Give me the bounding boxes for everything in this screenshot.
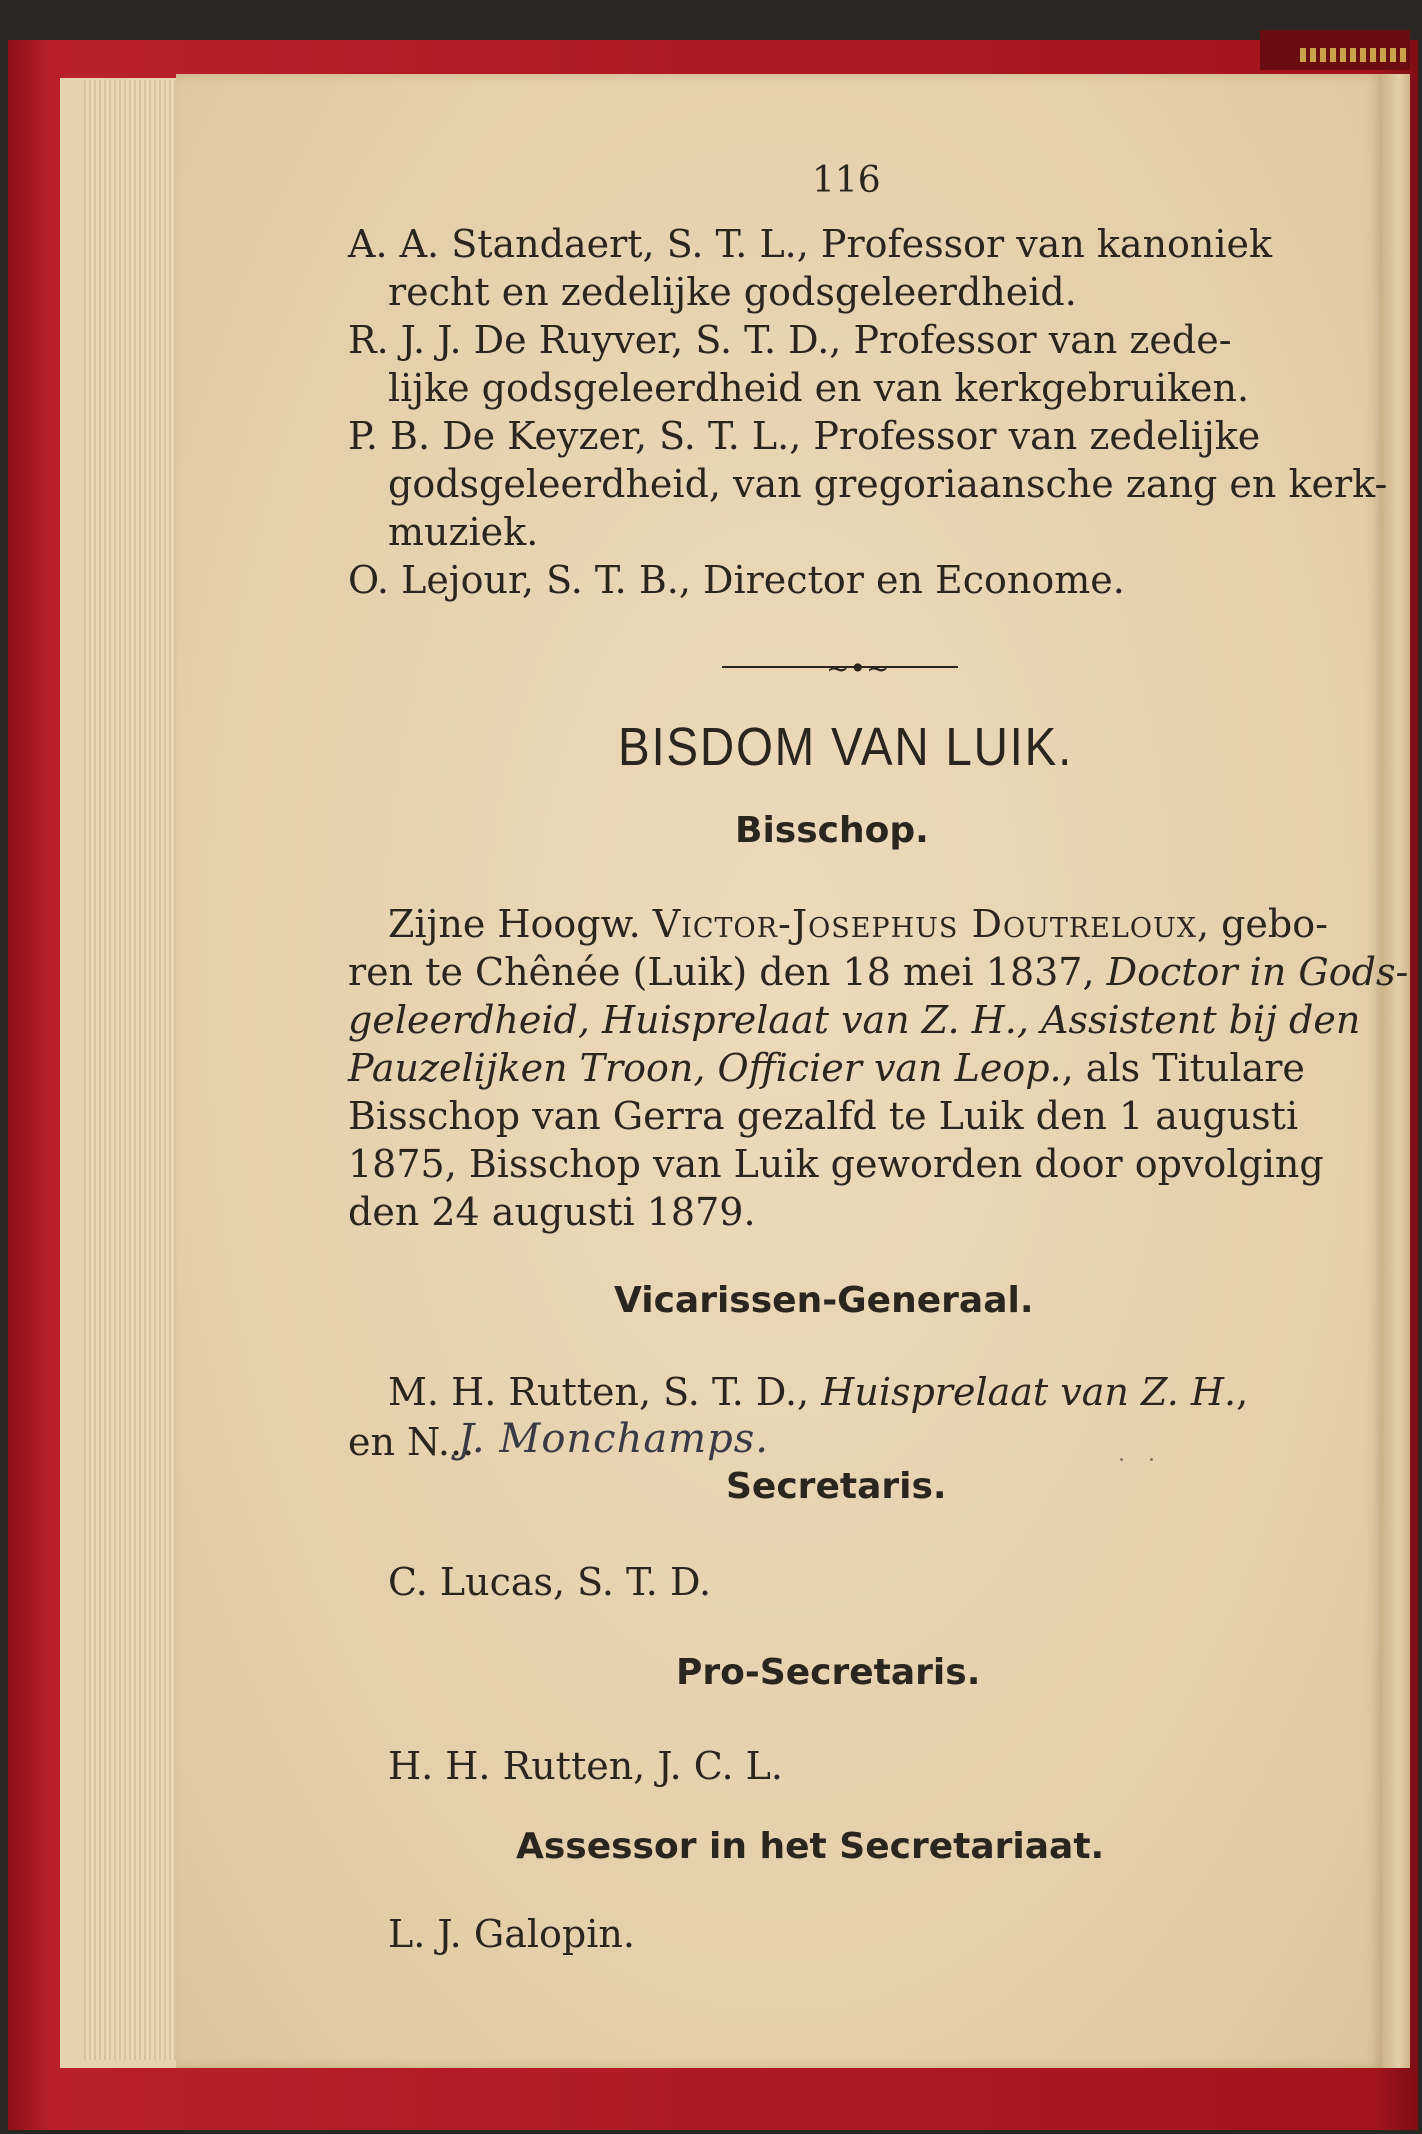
entry-dekeyzer-line2: godsgeleerdheid, van gregoriaansche zang en kerk- <box>388 462 1388 506</box>
bisschop-line5: Bisschop van Gerra gezalfd te Luik den 1 augusti <box>348 1094 1299 1138</box>
secretaris-name: C. Lucas, S. T. D. <box>388 1560 712 1604</box>
gilt-decoration <box>1300 48 1408 62</box>
vicarissen-line2: en N... <box>348 1420 475 1464</box>
page-edges <box>84 80 184 2060</box>
vicarissen-line1: M. H. Rutten, S. T. D., Huisprelaat van Z. H., <box>388 1370 1249 1414</box>
ornament-glyph: ~•~ <box>826 652 890 685</box>
bisschop-line1: Zijne Hoogw. Victor-Josephus Doutreloux, gebo- <box>388 902 1328 946</box>
page-number: 116 <box>812 160 881 201</box>
heading-bisschop: Bisschop. <box>735 810 929 851</box>
section-title: BISDOM VAN LUIK. <box>618 717 1074 777</box>
page-gutter <box>1382 74 1410 2068</box>
heading-vicarissen: Vicarissen-Generaal. <box>614 1280 1034 1321</box>
heading-pro-secretaris: Pro-Secretaris. <box>676 1652 981 1693</box>
pro-secretaris-name: H. H. Rutten, J. C. L. <box>388 1744 783 1788</box>
speck <box>1120 1458 1123 1461</box>
entry-standaert-line2: recht en zedelijke godsgeleerdheid. <box>388 270 1077 314</box>
assessor-name: L. J. Galopin. <box>388 1912 635 1956</box>
entry-dekeyzer-line1: P. B. De Keyzer, S. T. L., Professor van zedelijke <box>348 414 1261 458</box>
entry-deruyver-line1: R. J. J. De Ruyver, S. T. D., Professor van zede- <box>348 318 1232 362</box>
bisschop-line7: den 24 augusti 1879. <box>348 1190 756 1234</box>
bisschop-line4: Pauzelijken Troon, Officier van Leop., als Titulare <box>348 1046 1305 1090</box>
handwritten-name: J. Monchamps. <box>458 1416 769 1462</box>
entry-deruyver-line2: lijke godsgeleerdheid en van kerkgebruiken. <box>388 366 1250 410</box>
entry-standaert-line1: A. A. Standaert, S. T. L., Professor van kanoniek <box>348 222 1273 266</box>
entry-dekeyzer-line3: muziek. <box>388 510 539 554</box>
entry-lejour: O. Lejour, S. T. B., Director en Econome. <box>348 558 1125 602</box>
bisschop-line3: geleerdheid, Huisprelaat van Z. H., Assistent bij den <box>348 998 1361 1042</box>
heading-secretaris: Secretaris. <box>726 1466 947 1507</box>
bisschop-line2: ren te Chênée (Luik) den 18 mei 1837, Doctor in Gods- <box>348 950 1409 994</box>
heading-assessor: Assessor in het Secretariaat. <box>516 1826 1105 1867</box>
speck <box>1150 1458 1153 1461</box>
bisschop-line6: 1875, Bisschop van Luik geworden door opvolging <box>348 1142 1324 1186</box>
